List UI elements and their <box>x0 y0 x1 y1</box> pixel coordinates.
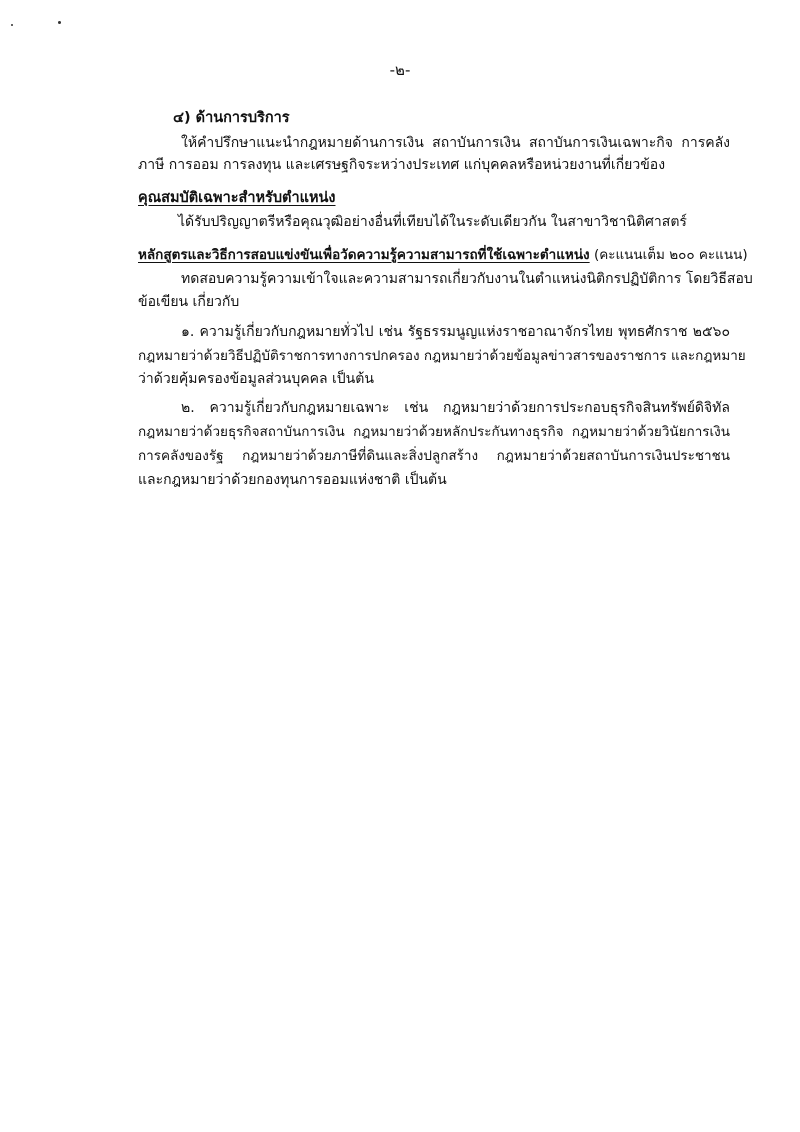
section4-line-1: ให้คำปรึกษาแนะนำกฎหมายด้านการเงิน สถาบันการเงิน สถาบันการเงินเฉพาะกิจ การคลัง <box>181 135 730 151</box>
item2-line-2: กฎหมายว่าด้วยธุรกิจสถาบันการเงิน กฎหมายว่าด้วยหลักประกันทางธุรกิจ กฎหมายว่าด้วยวินัยการเงิน <box>138 424 730 440</box>
page-number: -๒- <box>389 61 411 79</box>
qualifications-heading: คุณสมบัติเฉพาะสำหรับตำแหน่ง <box>138 190 336 206</box>
exam-intro-line-2: ข้อเขียน เกี่ยวกับ <box>138 294 240 310</box>
item1-line-3: ว่าด้วยคุ้มครองข้อมูลส่วนบุคคล เป็นต้น <box>138 371 374 387</box>
exam-intro-line-1: ทดสอบความรู้ความเข้าใจและความสามารถเกี่ยวกับงานในตำแหน่งนิติกรปฏิบัติการ โดยวิธีสอบ <box>181 271 753 287</box>
section4-line-2: ภาษี การออม การลงทุน และเศรษฐกิจระหว่างประเทศ แก่บุคคลหรือหน่วยงานที่เกี่ยวข้อง <box>138 157 666 173</box>
scan-speck <box>58 21 61 24</box>
item1-line-2: กฎหมายว่าด้วยวิธีปฏิบัติราชการทางการปกครอง กฎหมายว่าด้วยข้อมูลข่าวสารของราชการ และกฎหมาย <box>138 348 746 364</box>
item2-line-4: และกฎหมายว่าด้วยกองทุนการออมแห่งชาติ เป็นต้น <box>138 472 447 488</box>
exam-score-note: (คะแนนเต็ม ๒๐๐ คะแนน) <box>593 247 748 263</box>
qualifications-line: ได้รับปริญญาตรีหรือคุณวุฒิอย่างอื่นที่เทียบได้ในระดับเดียวกัน ในสาขาวิชานิติศาสตร์ <box>178 214 687 230</box>
exam-heading-row <box>138 245 748 265</box>
scan-speck <box>11 24 13 26</box>
item2-line-1: ๒. ความรู้เกี่ยวกับกฎหมายเฉพาะ เช่น กฎหมายว่าด้วยการประกอบธุรกิจสินทรัพย์ดิจิทัล <box>181 400 730 416</box>
item1-line-1: ๑. ความรู้เกี่ยวกับกฎหมายทั่วไป เช่น รัฐธรรมนูญแห่งราชอาณาจักรไทย พุทธศักราช ๒๕๖๐ <box>181 324 730 340</box>
exam-heading: หลักสูตรและวิธีการสอบแข่งขันเพื่อวัดความรู้ความสามารถที่ใช้เฉพาะตำแหน่ง <box>138 247 590 263</box>
item2-line-3: การคลังของรัฐ กฎหมายว่าด้วยภาษีที่ดินและสิ่งปลูกสร้าง กฎหมายว่าด้วยสถาบันการเงินประชาชน <box>138 448 730 464</box>
section4-heading: ๔) ด้านการบริการ <box>173 110 290 126</box>
